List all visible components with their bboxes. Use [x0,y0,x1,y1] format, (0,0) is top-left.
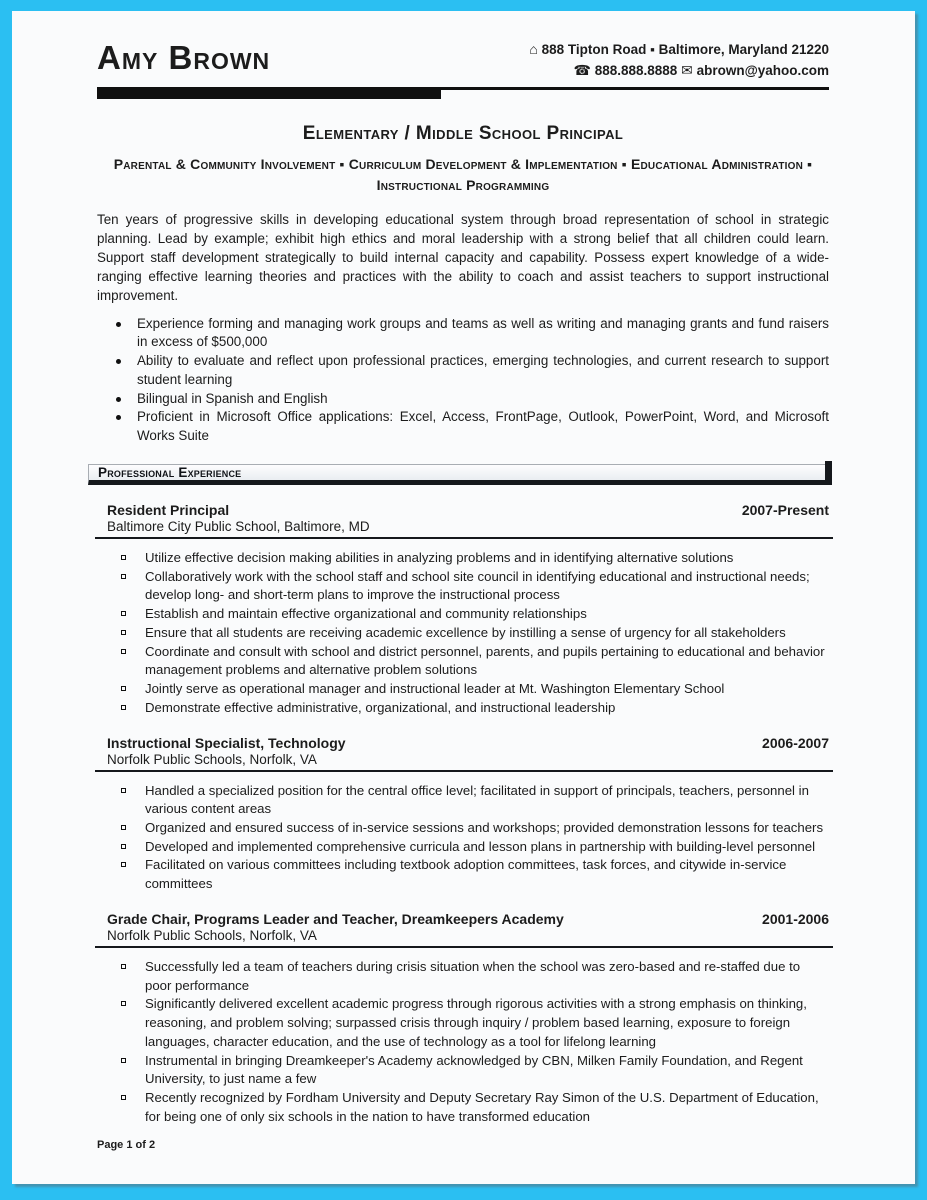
bullet-text: Facilitated on various committees including textbook adoption committees, task forces, and citywide in-service committees [145,857,787,892]
bullet-text: Handled a specialized position for the central office level; facilitated in support of principals, teachers, personnel in various content areas [145,782,809,817]
bullet-text: Demonstrate effective administrative, organizational, and instructional leadership [145,699,616,715]
square-bullet-icon [121,788,126,793]
job-bullet-item [97,856,829,893]
job-bullet-list [97,549,829,718]
job-bullet-item [97,605,829,624]
round-bullet-icon [116,397,121,402]
bullet-text: Experience forming and managing work groups and teams as well as writing and managing grants and fund raisers in excess of $500,000 [137,315,829,350]
job-header [97,911,829,927]
summary-bullet-list [97,315,829,446]
bullet-text: Instrumental in bringing Dreamkeeper's Academy acknowledged by CBN, Milken Family Foundation, and Regent University, to just name a few [145,1052,803,1087]
section-header-professional-experience [88,464,831,485]
job-divider-rule [95,537,833,539]
bullet-text: Jointly serve as operational manager and instructional leader at Mt. Washington Elementary School [145,681,725,697]
job-dates: 2001-2006 [762,910,829,927]
experience-jobs [97,502,829,1127]
contact-address-line [529,39,829,60]
bullet-text: Recently recognized by Fordham University and Deputy Secretary Ray Simon of the U.S. Department of Education, for being one of only six schools in the nation to have transformed education [145,1090,819,1124]
job-title: Instructional Specialist, Technology [107,734,346,751]
square-bullet-icon [121,1058,126,1063]
resume-keywords: Parental & Community Involvement ▪ Curriculum Development & Implementation ▪ Educational Administration ▪ Instructional Programming [113,156,813,194]
bullet-text: Establish and maintain effective organizational and community relationships [145,606,587,622]
square-bullet-icon [121,825,126,830]
round-bullet-icon [116,359,121,364]
bullet-text: Developed and implemented comprehensive curricula and lesson plans in partnership with building-level personnel [145,838,816,854]
section-bar-endcap [825,461,832,485]
candidate-name: Amy Brown [97,39,271,76]
square-bullet-icon [121,630,126,635]
job-dates: 2007-Present [741,501,829,518]
job-bullet-item [97,549,829,568]
square-bullet-icon [121,964,126,969]
job-bullet-item [97,624,829,643]
job-bullet-item [97,838,829,857]
job-company: Norfolk Public Schools, Norfolk, VA [107,927,317,943]
page-number: Page 1 of 2 [97,1138,156,1151]
square-bullet-icon [121,844,126,849]
square-bullet-icon [121,862,126,867]
summary-bullet-item [97,352,829,390]
job-entry [97,911,829,1127]
bullet-text: Collaboratively work with the school staff and school site council in identifying educational and instructional needs; develop long- and short-term plans to improve the instructional process [145,568,810,603]
square-bullet-icon [121,686,126,691]
bullet-text: Successfully led a team of teachers during crisis situation when the school was zero-based and re-staffed due to poor performance [145,958,801,993]
phone-icon: ☎ [573,61,591,78]
job-bullet-list [97,782,829,894]
square-bullet-icon [121,649,126,654]
job-bullet-list [97,958,829,1127]
job-header [97,735,829,751]
job-bullet-item [97,568,829,605]
bullet-text: Organized and ensured success of in-service sessions and workshops; provided demonstration lessons for teachers [145,820,824,836]
resume-page [12,11,915,1184]
job-header [97,502,829,518]
job-title: Grade Chair, Programs Leader and Teacher, Dreamkeepers Academy [107,910,564,927]
square-bullet-icon [121,705,126,710]
bullet-text: Bilingual in Spanish and English [137,390,328,406]
square-bullet-icon [121,1095,126,1100]
bullet-text: Coordinate and consult with school and district personnel, parents, and pupils pertaining to educational and behavior management problems and alternative problem solutions [145,643,825,678]
summary-bullet-item [97,315,829,353]
bullet-text: Ensure that all students are receiving academic excellence by instilling a sense of urgency for all stakeholders [145,624,786,640]
header [97,37,829,80]
job-bullet-item [97,680,829,699]
job-bullet-item [97,643,829,680]
job-bullet-item [97,1052,829,1089]
summary-bullet-item [97,408,829,446]
summary-paragraph: Ten years of progressive skills in developing educational system through broad representation of school in strategic planning. Lead by example; exhibit high ethics and moral leadership with a strong belief that all children could learn. Support staff development strategically to build internal capacity and capability. Possess expert knowledge of a wide-ranging effective learning theories and practices with the ability to coach and assist teachers to support instructional improvement. [97,212,829,303]
square-bullet-icon [121,611,126,616]
job-divider-rule [95,946,833,948]
contact-block [529,37,829,80]
square-bullet-icon [121,555,126,560]
address-text: 888 Tipton Road ▪ Baltimore, Maryland 21220 [541,42,829,57]
house-icon: ⌂ [529,41,538,57]
bullet-text: Significantly delivered excellent academic progress through rigorous activities with a strong emphasis on thinking, reasoning, and problem solving; surpassed crisis through inquiry / problem based learning, exposure to foreign languages, character education, and the use of technology as a tool for lifelong learning [145,996,807,1049]
job-entry [97,735,829,894]
phone-text: 888.888.8888 [594,62,678,78]
job-divider-rule [95,770,833,772]
job-entry [97,502,829,718]
job-title: Resident Principal [107,501,230,518]
section-title: Professional Experience [98,464,242,480]
contact-phone-email-line [529,60,829,81]
email-text: abrown@yahoo.com [696,62,829,78]
job-bullet-item [97,1089,829,1126]
job-bullet-item [97,819,829,838]
summary-bullet-item [97,390,829,409]
bullet-text: Utilize effective decision making abilities in analyzing problems and in identifying alternative solutions [145,549,734,565]
job-bullet-item [97,699,829,718]
job-company: Norfolk Public Schools, Norfolk, VA [107,751,317,767]
bullet-text: Ability to evaluate and reflect upon professional practices, emerging technologies, and current research to support student learning [137,353,829,387]
header-divider [97,87,829,99]
resume-headline: Elementary / Middle School Principal [302,123,624,145]
job-bullet-item [97,995,829,1051]
square-bullet-icon [121,574,126,579]
header-rule-thick [97,90,441,99]
square-bullet-icon [121,1001,126,1006]
job-bullet-item [97,958,829,995]
bullet-text: Proficient in Microsoft Office applications: Excel, Access, FrontPage, Outlook, PowerPoint, Word, and Microsoft Works Suite [137,409,829,444]
round-bullet-icon [116,415,121,420]
envelope-icon: ✉ [681,61,693,78]
round-bullet-icon [116,322,121,327]
job-bullet-item [97,782,829,819]
job-dates: 2006-2007 [762,734,829,751]
job-company: Baltimore City Public School, Baltimore, MD [107,518,370,534]
